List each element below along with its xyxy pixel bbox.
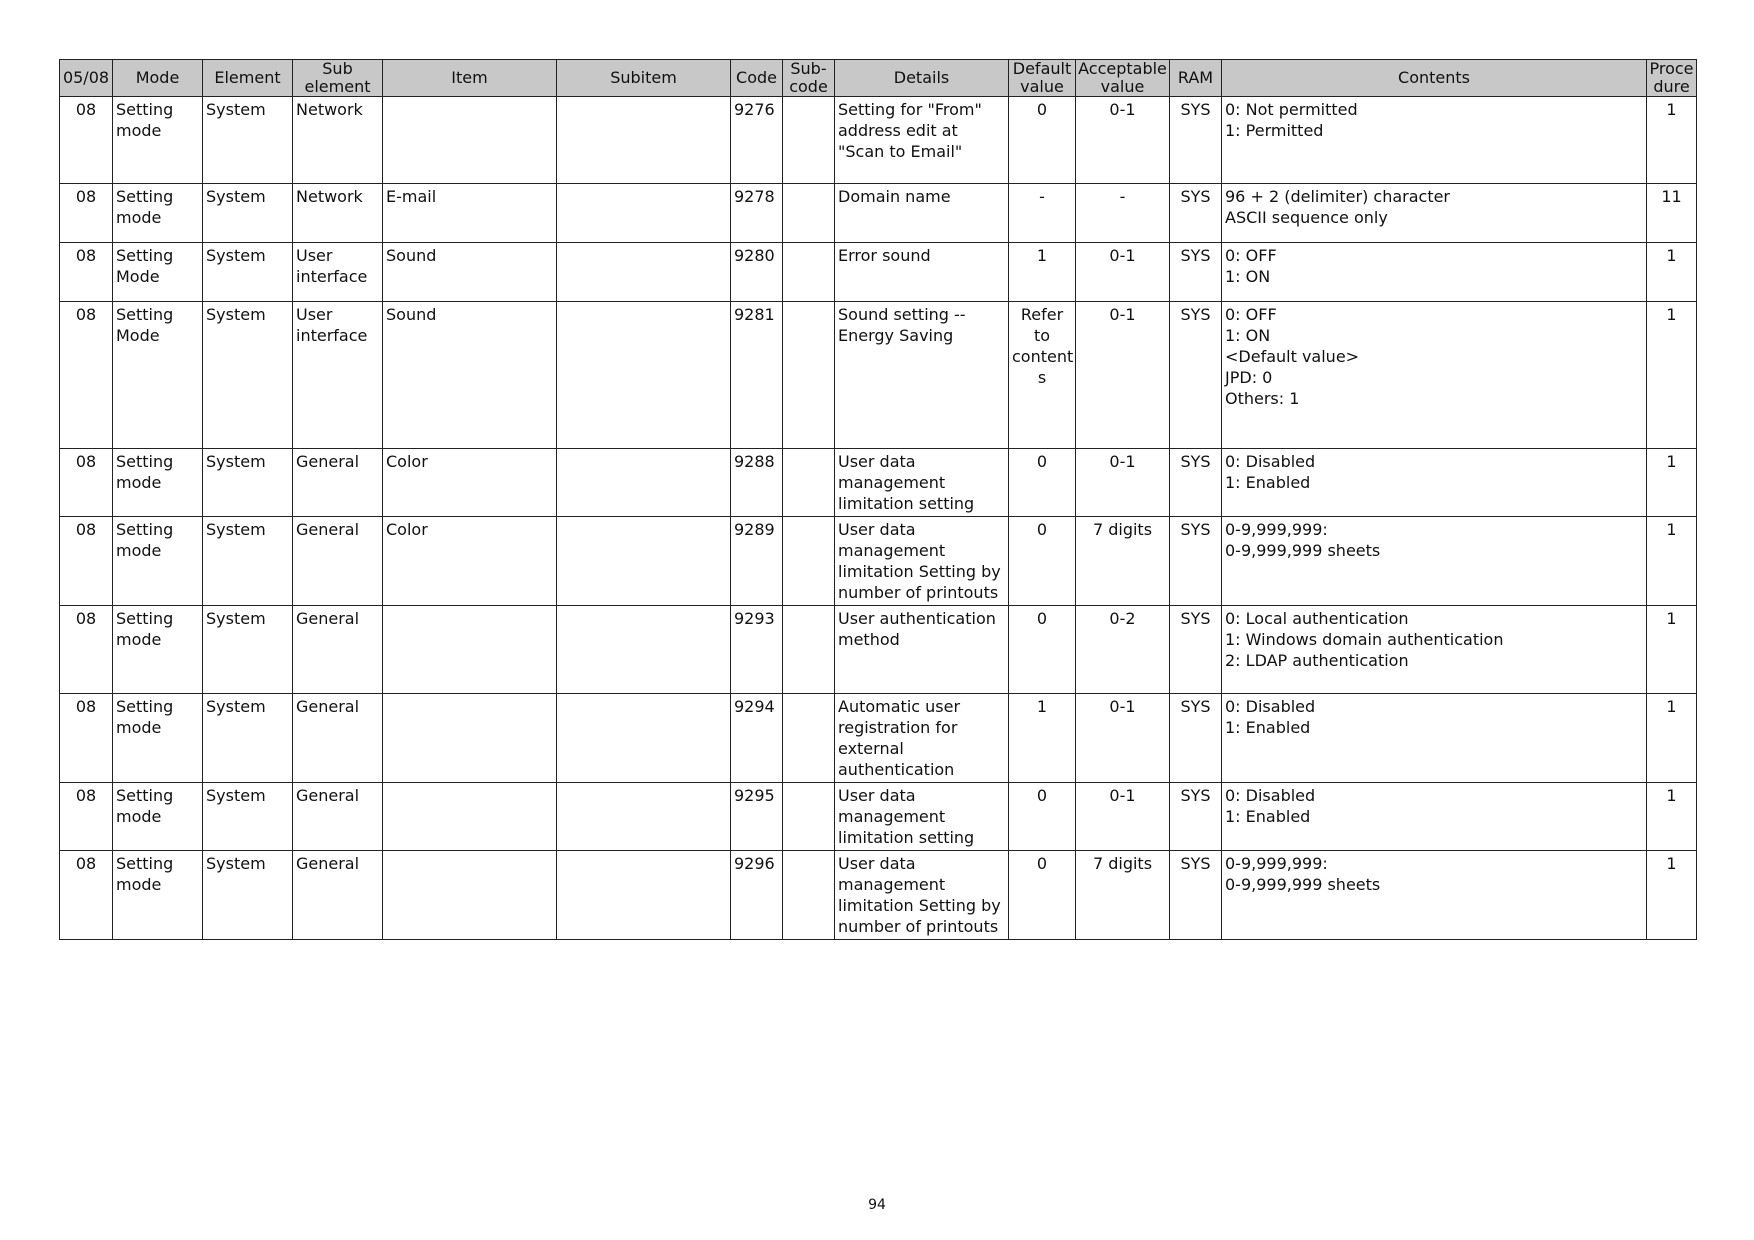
contents-cell: 0: Not permitted 1: Permitted xyxy=(1222,97,1647,184)
subitem-cell xyxy=(557,97,731,184)
contents-cell: 0: Disabled 1: Enabled xyxy=(1222,449,1647,517)
ram-cell: SYS xyxy=(1170,606,1222,694)
sub-code-cell xyxy=(783,694,835,783)
procedure-cell: 11 xyxy=(1647,184,1697,243)
contents-cell: 0: OFF 1: ON <Default value> JPD: 0 Others: 1 xyxy=(1222,302,1647,449)
element-header: Element xyxy=(203,60,293,97)
item-cell: Color xyxy=(383,449,557,517)
item-cell xyxy=(383,97,557,184)
element-cell: System xyxy=(203,694,293,783)
element-cell: System xyxy=(203,243,293,302)
sub-element-cell: Network xyxy=(293,184,383,243)
details-cell: User data management limitation setting xyxy=(835,449,1009,517)
sub-element-header: Sub element xyxy=(293,60,383,97)
sub-element-cell: General xyxy=(293,783,383,851)
contents-cell: 0-9,999,999: 0-9,999,999 sheets xyxy=(1222,517,1647,606)
details-cell: Setting for "From" address edit at "Scan to Email" xyxy=(835,97,1009,184)
default-value-header: Default value xyxy=(1009,60,1076,97)
acceptable-value-cell: 7 digits xyxy=(1076,517,1170,606)
acceptable-value-cell: 0-1 xyxy=(1076,449,1170,517)
sub-element-cell: User interface xyxy=(293,302,383,449)
procedure-cell: 1 xyxy=(1647,97,1697,184)
mode-header: Mode xyxy=(113,60,203,97)
element-cell: System xyxy=(203,97,293,184)
sub-element-cell: General xyxy=(293,694,383,783)
sub-code-cell xyxy=(783,606,835,694)
default-value-cell: 1 xyxy=(1009,694,1076,783)
details-header: Details xyxy=(835,60,1009,97)
table-row xyxy=(60,184,1697,243)
acceptable-value-cell: 0-1 xyxy=(1076,694,1170,783)
default-value-cell: - xyxy=(1009,184,1076,243)
item-header: Item xyxy=(383,60,557,97)
subitem-cell xyxy=(557,449,731,517)
item-cell xyxy=(383,783,557,851)
sub-code-cell xyxy=(783,243,835,302)
sub-code-cell xyxy=(783,517,835,606)
default-value-cell: 1 xyxy=(1009,243,1076,302)
subitem-cell xyxy=(557,243,731,302)
mode-cell: Setting mode xyxy=(113,694,203,783)
ram-header: RAM xyxy=(1170,60,1222,97)
element-cell: System xyxy=(203,302,293,449)
element-cell: System xyxy=(203,783,293,851)
code-cell: 9293 xyxy=(731,606,783,694)
sub-element-cell: Network xyxy=(293,97,383,184)
mode-cell: Setting mode xyxy=(113,606,203,694)
ram-cell: SYS xyxy=(1170,97,1222,184)
settings-table-sheet xyxy=(59,59,1696,940)
subitem-cell xyxy=(557,606,731,694)
details-cell: Error sound xyxy=(835,243,1009,302)
mode-cell: Setting mode xyxy=(113,851,203,940)
mode-cell: Setting mode xyxy=(113,517,203,606)
default-value-cell: 0 xyxy=(1009,851,1076,940)
row-number-cell: 08 xyxy=(60,184,113,243)
mode-cell: Setting mode xyxy=(113,97,203,184)
code-cell: 9294 xyxy=(731,694,783,783)
sub-code-cell xyxy=(783,851,835,940)
default-value-cell: 0 xyxy=(1009,783,1076,851)
procedure-cell: 1 xyxy=(1647,517,1697,606)
mode-cell: Setting mode xyxy=(113,783,203,851)
table-row xyxy=(60,606,1697,694)
table-header xyxy=(60,60,1697,97)
code-cell: 9296 xyxy=(731,851,783,940)
item-cell: Sound xyxy=(383,302,557,449)
sub-code-cell xyxy=(783,97,835,184)
contents-cell: 0: Disabled 1: Enabled xyxy=(1222,694,1647,783)
code-header: Code xyxy=(731,60,783,97)
table-row xyxy=(60,97,1697,184)
contents-cell: 0: OFF 1: ON xyxy=(1222,243,1647,302)
acceptable-value-cell: 0-2 xyxy=(1076,606,1170,694)
row-number-cell: 08 xyxy=(60,517,113,606)
row-number-cell: 08 xyxy=(60,97,113,184)
details-cell: Sound setting -- Energy Saving xyxy=(835,302,1009,449)
acceptable-value-cell: 0-1 xyxy=(1076,302,1170,449)
procedure-header: Proce dure xyxy=(1647,60,1697,97)
sub-code-cell xyxy=(783,783,835,851)
procedure-cell: 1 xyxy=(1647,606,1697,694)
subitem-cell xyxy=(557,302,731,449)
page-number: 94 xyxy=(868,1197,886,1213)
details-cell: User data management limitation Setting by number of printouts xyxy=(835,851,1009,940)
element-cell: System xyxy=(203,184,293,243)
item-cell xyxy=(383,606,557,694)
item-cell: E-mail xyxy=(383,184,557,243)
procedure-cell: 1 xyxy=(1647,449,1697,517)
contents-cell: 96 + 2 (delimiter) character ASCII sequence only xyxy=(1222,184,1647,243)
row-number-cell: 08 xyxy=(60,302,113,449)
ram-cell: SYS xyxy=(1170,243,1222,302)
item-cell xyxy=(383,851,557,940)
element-cell: System xyxy=(203,606,293,694)
details-cell: Automatic user registration for external authentication xyxy=(835,694,1009,783)
settings-table xyxy=(59,59,1697,940)
ram-cell: SYS xyxy=(1170,184,1222,243)
col-05-08-header: 05/08 xyxy=(60,60,113,97)
table-row xyxy=(60,302,1697,449)
ram-cell: SYS xyxy=(1170,517,1222,606)
row-number-cell: 08 xyxy=(60,243,113,302)
code-cell: 9280 xyxy=(731,243,783,302)
acceptable-value-header: Acceptable value xyxy=(1076,60,1170,97)
table-row xyxy=(60,243,1697,302)
sub-element-cell: General xyxy=(293,517,383,606)
acceptable-value-cell: - xyxy=(1076,184,1170,243)
code-cell: 9289 xyxy=(731,517,783,606)
default-value-cell: 0 xyxy=(1009,449,1076,517)
table-row xyxy=(60,851,1697,940)
sub-element-cell: User interface xyxy=(293,243,383,302)
ram-cell: SYS xyxy=(1170,851,1222,940)
acceptable-value-cell: 7 digits xyxy=(1076,851,1170,940)
row-number-cell: 08 xyxy=(60,783,113,851)
code-cell: 9281 xyxy=(731,302,783,449)
contents-cell: 0-9,999,999: 0-9,999,999 sheets xyxy=(1222,851,1647,940)
sub-code-cell xyxy=(783,302,835,449)
code-cell: 9276 xyxy=(731,97,783,184)
table-row xyxy=(60,783,1697,851)
subitem-cell xyxy=(557,851,731,940)
table-row xyxy=(60,449,1697,517)
mode-cell: Setting mode xyxy=(113,449,203,517)
procedure-cell: 1 xyxy=(1647,783,1697,851)
table-body xyxy=(60,97,1697,940)
row-number-cell: 08 xyxy=(60,449,113,517)
default-value-cell: Refer to content s xyxy=(1009,302,1076,449)
procedure-cell: 1 xyxy=(1647,851,1697,940)
mode-cell: Setting Mode xyxy=(113,243,203,302)
default-value-cell: 0 xyxy=(1009,517,1076,606)
item-cell xyxy=(383,694,557,783)
ram-cell: SYS xyxy=(1170,302,1222,449)
subitem-header: Subitem xyxy=(557,60,731,97)
contents-cell: 0: Local authentication 1: Windows domain authentication 2: LDAP authentication xyxy=(1222,606,1647,694)
row-number-cell: 08 xyxy=(60,606,113,694)
acceptable-value-cell: 0-1 xyxy=(1076,243,1170,302)
code-cell: 9295 xyxy=(731,783,783,851)
subitem-cell xyxy=(557,184,731,243)
details-cell: User data management limitation Setting by number of printouts xyxy=(835,517,1009,606)
contents-header: Contents xyxy=(1222,60,1647,97)
procedure-cell: 1 xyxy=(1647,243,1697,302)
procedure-cell: 1 xyxy=(1647,694,1697,783)
details-cell: Domain name xyxy=(835,184,1009,243)
subitem-cell xyxy=(557,517,731,606)
table-row xyxy=(60,517,1697,606)
acceptable-value-cell: 0-1 xyxy=(1076,97,1170,184)
subitem-cell xyxy=(557,694,731,783)
mode-cell: Setting Mode xyxy=(113,302,203,449)
default-value-cell: 0 xyxy=(1009,606,1076,694)
details-cell: User data management limitation setting xyxy=(835,783,1009,851)
item-cell: Sound xyxy=(383,243,557,302)
table-row xyxy=(60,694,1697,783)
element-cell: System xyxy=(203,851,293,940)
ram-cell: SYS xyxy=(1170,783,1222,851)
ram-cell: SYS xyxy=(1170,449,1222,517)
code-cell: 9278 xyxy=(731,184,783,243)
sub-code-cell xyxy=(783,449,835,517)
row-number-cell: 08 xyxy=(60,851,113,940)
details-cell: User authentication method xyxy=(835,606,1009,694)
element-cell: System xyxy=(203,517,293,606)
sub-element-cell: General xyxy=(293,606,383,694)
element-cell: System xyxy=(203,449,293,517)
ram-cell: SYS xyxy=(1170,694,1222,783)
sub-element-cell: General xyxy=(293,851,383,940)
mode-cell: Setting mode xyxy=(113,184,203,243)
code-cell: 9288 xyxy=(731,449,783,517)
sub-code-header: Sub- code xyxy=(783,60,835,97)
contents-cell: 0: Disabled 1: Enabled xyxy=(1222,783,1647,851)
sub-code-cell xyxy=(783,184,835,243)
acceptable-value-cell: 0-1 xyxy=(1076,783,1170,851)
subitem-cell xyxy=(557,783,731,851)
row-number-cell: 08 xyxy=(60,694,113,783)
default-value-cell: 0 xyxy=(1009,97,1076,184)
sub-element-cell: General xyxy=(293,449,383,517)
header-row xyxy=(60,60,1697,97)
procedure-cell: 1 xyxy=(1647,302,1697,449)
item-cell: Color xyxy=(383,517,557,606)
